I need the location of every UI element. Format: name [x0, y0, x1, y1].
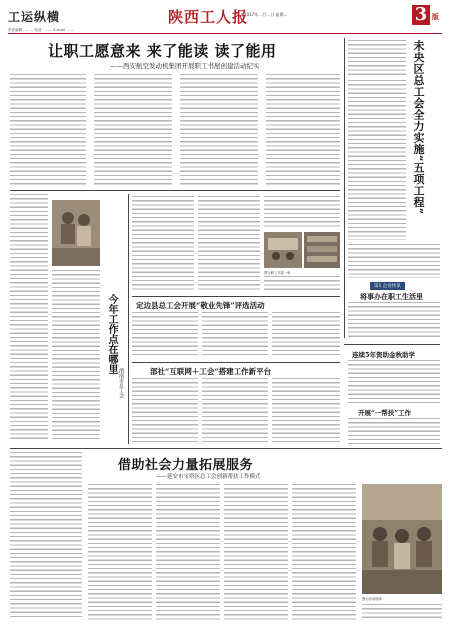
paper-logo: 陕西工人报 [168, 8, 249, 26]
divider-center-left [128, 194, 129, 444]
mid-body-1a [132, 312, 198, 358]
left-vertical-byline: 渭南市总工会 [118, 368, 124, 398]
lead-col-2 [94, 74, 172, 186]
news-item-title-1: 将事办在职工生活里 [360, 292, 423, 301]
side-body [348, 80, 406, 240]
center-col-3 [264, 196, 340, 228]
divider-right-lower [344, 344, 440, 345]
left-story [10, 194, 126, 444]
page-number: 3 [412, 5, 430, 25]
mid-body-1c [272, 312, 340, 358]
center-col-1 [132, 196, 194, 292]
event-photo-icon [362, 484, 442, 594]
mid-body-2a [132, 378, 198, 444]
lead-subheadline: ——西安航空发动机集团开展职工书屋创建活动纪实 [110, 62, 260, 70]
center-col-4 [264, 276, 340, 292]
bottom-col-1 [88, 484, 152, 620]
left-photo [52, 200, 100, 266]
section-label: 第1 企业快讯 [370, 282, 405, 290]
side-top-col [348, 40, 406, 76]
divider-mid-2 [132, 362, 340, 363]
bottom-col-2 [156, 484, 220, 620]
left-vertical-headline: 今年工作点在哪里 [106, 294, 117, 374]
mid-headline-1: 定边县总工会开展“敬业先锋”评选活动 [136, 301, 265, 310]
news-item-title-3: 开展“一帮扶”工作 [358, 409, 411, 417]
reading-photo-icon [264, 232, 302, 268]
divider-mid-1 [132, 296, 340, 297]
center-col-2 [198, 196, 260, 292]
news-item-title-2: 连续5年资助金秋助学 [352, 351, 416, 359]
lead-col-3 [180, 74, 258, 186]
bottom-subheadline: ——延安市宝塔区总工会创新帮扶工作模式 [156, 474, 261, 480]
divider-bottom [10, 448, 442, 449]
news-item-body-1 [348, 302, 440, 340]
center-photo-caption: 图为职工书屋一角 [264, 271, 291, 275]
center-photo-2 [304, 232, 340, 268]
side-body-bottom [348, 244, 440, 278]
bottom-photo-caption: 图为活动现场 [362, 597, 382, 601]
left-col-2 [52, 270, 100, 442]
left-col-1 [10, 194, 48, 442]
bottom-col-3 [224, 484, 288, 620]
news-item-body-2 [348, 360, 440, 404]
mid-headline-2: 部社“互联网＋工会”搭建工作新平台 [150, 367, 272, 376]
divider-side [344, 38, 345, 338]
mid-body-1b [202, 312, 268, 358]
divider-lead [10, 190, 340, 191]
masthead-rule [8, 33, 442, 34]
lead-body [10, 74, 340, 186]
bottom-right-col [362, 604, 442, 620]
people-photo-icon [52, 200, 100, 266]
masthead-date-line: 2017年…月…日 星期… [244, 12, 288, 17]
side-headline: 未央区总工会全力实施“五项工程” [412, 40, 425, 215]
bottom-headline: 借助社会力量拓展服务 [118, 458, 254, 473]
mid-body-2c [272, 378, 340, 444]
masthead-subline: 责任编辑：…… 电话：…… E-mail：…… [8, 28, 76, 32]
section-logo: 工运纵横 [8, 10, 61, 24]
lead-col-1 [10, 74, 86, 186]
mid-body-2b [202, 378, 268, 444]
page-label: 版 [432, 13, 439, 21]
center-photo-1 [264, 232, 302, 268]
masthead [8, 6, 442, 28]
bottom-photo [362, 484, 442, 594]
bookshelf-photo-icon [304, 232, 340, 268]
bottom-left-col [10, 452, 82, 620]
lead-headline: 让职工愿意来 来了能读 读了能用 [48, 42, 277, 60]
bottom-col-4 [292, 484, 356, 620]
lead-col-4 [266, 74, 340, 186]
news-item-body-3 [348, 418, 440, 444]
